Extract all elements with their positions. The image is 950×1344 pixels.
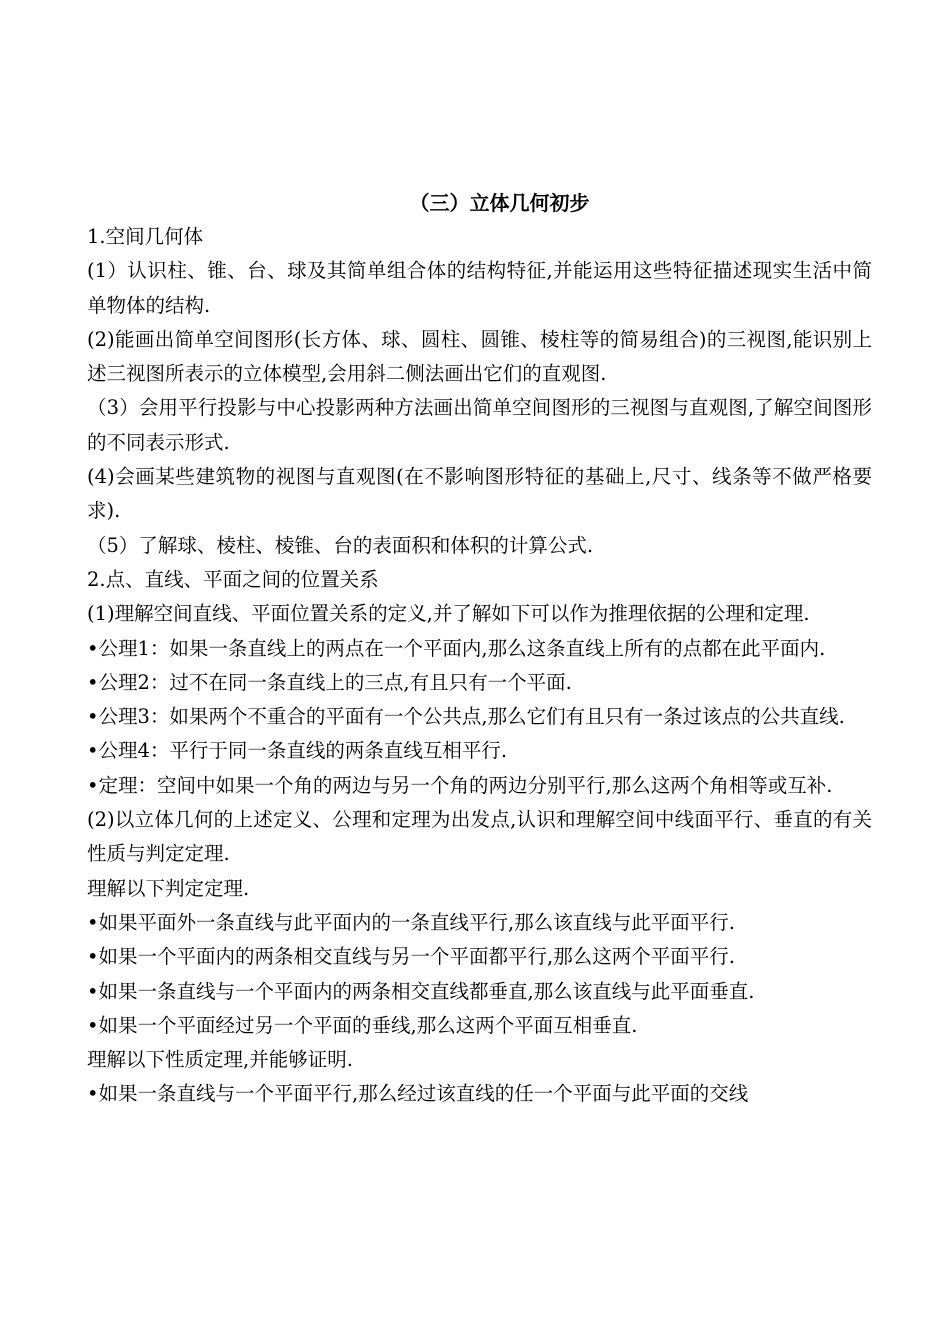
paragraph-item-2: (2)能画出简单空间图形(长方体、球、圆柱、圆锥、棱柱等的简易组合)的三视图,能识别上述三视图所表示的立体模型,会用斜二侧法画出它们的直观图. [87, 327, 872, 386]
section-title: （三）立体几何初步 [409, 191, 590, 215]
judgment-theorem-1: •如果平面外一条直线与此平面内的一条直线平行,那么该直线与此平面平行. [87, 910, 735, 934]
theorem: •定理：空间中如果一个角的两边与另一个角的两边分别平行,那么这两个角相等或互补. [87, 773, 833, 797]
paragraph-relations-1: (1)理解空间直线、平面位置关系的定义,并了解如下可以作为推理依据的公理和定理. [87, 602, 810, 626]
property-theorems-heading: 理解以下性质定理,并能够证明. [87, 1048, 353, 1072]
paragraph-item-3: （3）会用平行投影与中心投影两种方法画出简单空间图形的三视图与直观图,了解空间图形的不同表示形式. [87, 396, 872, 454]
paragraph-item-1: (1）认识柱、锥、台、球及其简单组合体的结构特征,并能运用这些特征描述现实生活中简单物体的结构. [87, 259, 872, 317]
judgment-theorem-2: •如果一个平面内的两条相交直线与另一个平面都平行,那么这两个平面平行. [87, 945, 735, 969]
heading-spatial-geometry: 1.空间几何体 [87, 225, 204, 248]
axiom-4: •公理4：平行于同一条直线的两条直线互相平行. [87, 739, 508, 763]
paragraph-item-5: （5）了解球、棱柱、棱锥、台的表面积和体积的计算公式. [87, 533, 594, 557]
axiom-2: •公理2：过不在同一条直线上的三点,有且只有一个平面. [87, 670, 572, 694]
heading-position-relations: 2.点、直线、平面之间的位置关系 [87, 567, 379, 591]
document-page [87, 186, 872, 1112]
judgment-theorems-heading: 理解以下判定定理. [87, 876, 250, 900]
paragraph-relations-2: (2)以立体几何的上述定义、公理和定理为出发点,认识和理解空间中线面平行、垂直的有关性质与判定定理. [87, 808, 872, 866]
axiom-3: •公理3：如果两个不重合的平面有一个公共点,那么它们有且只有一条过该点的公共直线. [87, 705, 845, 729]
axiom-1: •公理1：如果一条直线上的两点在一个平面内,那么这条直线上所有的点都在此平面内. [87, 636, 826, 660]
judgment-theorem-4: •如果一个平面经过另一个平面的垂线,那么这两个平面互相垂直. [87, 1013, 638, 1037]
paragraph-item-4: (4)会画某些建筑物的视图与直观图(在不影响图形特征的基础上,尺寸、线条等不做严格要求). [87, 465, 872, 523]
property-theorem-1: •如果一条直线与一个平面平行,那么经过该直线的任一个平面与此平面的交线 [87, 1082, 749, 1106]
judgment-theorem-3: •如果一条直线与一个平面内的两条相交直线都垂直,那么该直线与此平面垂直. [87, 979, 755, 1003]
